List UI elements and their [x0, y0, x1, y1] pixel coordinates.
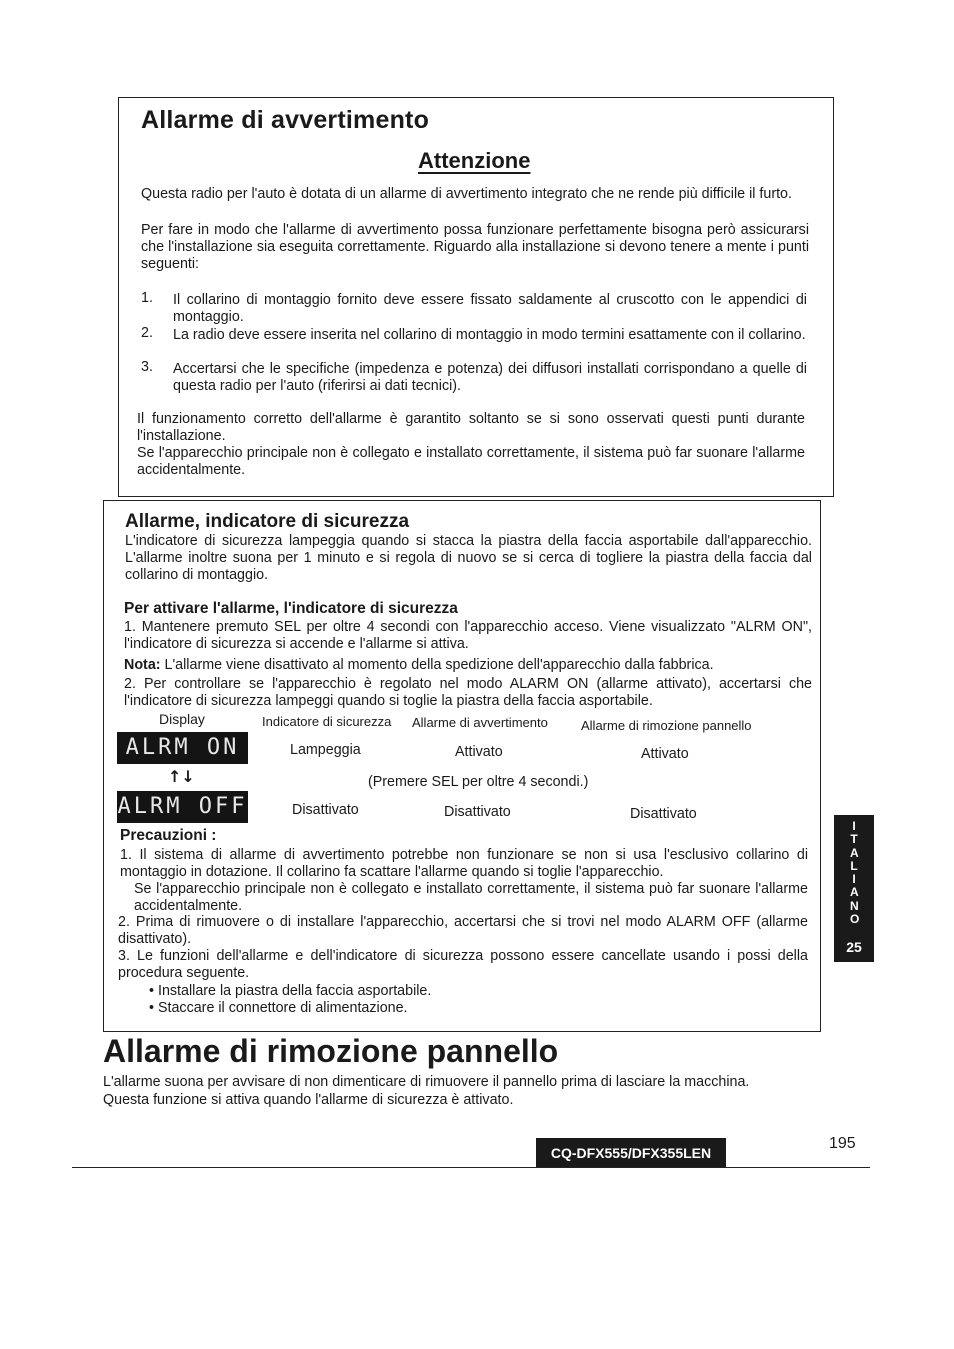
switch-note: (Premere SEL per oltre 4 secondi.): [368, 774, 589, 790]
security-title: Allarme, indicatore di sicurezza: [125, 511, 410, 532]
list-item: Il collarino di montaggio fornito deve essere fissato saldamente al cruscotto con le appendici di montaggio.: [173, 292, 807, 325]
panel-removal-line-1: L'allarme suona per avvisare di non dimenticare di rimuovere il pannello prima di lasciare la macchina.: [103, 1074, 750, 1090]
step-1: 1. Mantenere premuto SEL per oltre 4 secondi con l'apparecchio acceso. Viene visualizzato "ALRM ON", l'indicatore di sicurezza si accende e l'allarme si attiva.: [124, 619, 812, 652]
security-intro: L'indicatore di sicurezza lampeggia quando si stacca la piastra della faccia asportabile dall'apparecchio. L'allarme inoltre suona per 1 minuto e si regola di nuovo se si cerca di togliere la piastra della faccia dal collarino di montaggio.: [125, 533, 812, 583]
language-label: ITALIANO: [850, 819, 860, 927]
list-item-number: 1.: [141, 290, 153, 306]
up-down-arrows-icon: ↑↓: [168, 767, 195, 786]
precautions-title: Precauzioni :: [120, 827, 217, 844]
bullet-2: • Staccare il connettore di alimentazione.: [149, 1000, 408, 1016]
attention-heading: Attenzione: [418, 148, 531, 173]
header-warning-alarm: Allarme di avvertimento: [412, 715, 548, 730]
precaution-2: 2. Prima di rimuovere o di installare l'apparecchio, accertarsi che si trovi nel modo ALARM OFF (allarme disattivato).: [118, 914, 808, 947]
footer-rule: [72, 1167, 870, 1168]
cell-warning-on: Attivato: [455, 744, 503, 760]
section-number: 25: [846, 939, 862, 955]
precaution-3: 3. Le funzioni dell'allarme e dell'indicatore di sicurezza possono essere cancellate usando i possi della procedura seguente.: [118, 948, 808, 981]
cell-removal-on: Attivato: [641, 746, 689, 762]
model-label: CQ-DFX555/DFX355LEN: [536, 1138, 726, 1168]
language-side-tab: [834, 815, 874, 962]
list-item: Accertarsi che le specifiche (impedenza e potenza) dei diffusori installati corrispondano a quelle di questa radio per l'auto (riferirsi ai dati tecnici).: [173, 361, 807, 394]
list-item-number: 3.: [141, 359, 153, 375]
note-text: L'allarme viene disattivato al momento della spedizione dell'apparecchio dalla fabbrica.: [160, 657, 714, 673]
panel-removal-line-2: Questa funzione si attiva quando l'allarme di sicurezza è attivato.: [103, 1092, 514, 1108]
list-item-number: 2.: [141, 325, 153, 341]
note: [124, 657, 812, 674]
bullet-1: • Installare la piastra della faccia asportabile.: [149, 983, 432, 999]
lcd-alarm-off-display: ALRM OFF: [117, 791, 248, 823]
cell-indicator-on: Lampeggia: [290, 742, 361, 758]
intro-paragraph-2: Per fare in modo che l'allarme di avvertimento possa funzionare perfettamente bisogna però assicurarsi che l'installazione sia eseguita correttamente. Riguardo alla installazione si devono tenere a mente i punti seguenti:: [141, 222, 809, 272]
header-display: Display: [159, 711, 205, 727]
outro-paragraph-2: Se l'apparecchio principale non è collegato e installato correttamente, il sistema può far suonare l'allarme accidentalmente.: [137, 445, 805, 478]
activate-subtitle: Per attivare l'allarme, l'indicatore di sicurezza: [124, 600, 458, 617]
outro-paragraph-1: Il funzionamento corretto dell'allarme è garantito soltanto se si sono osservati questi punti durante l'installazione.: [137, 411, 805, 444]
header-panel-removal-alarm: Allarme di rimozione pannello: [581, 718, 752, 733]
note-label: Nota:: [124, 657, 161, 673]
page-number: 195: [829, 1135, 856, 1152]
panel-removal-title: Allarme di rimozione pannello: [103, 1033, 559, 1069]
precaution-1-continued: Se l'apparecchio principale non è collegato e installato correttamente, il sistema può far suonare l'allarme accidentalmente.: [134, 881, 808, 914]
cell-removal-off: Disattivato: [630, 806, 697, 822]
intro-paragraph-1: Questa radio per l'auto è dotata di un allarme di avvertimento integrato che ne rende più difficile il furto.: [141, 186, 792, 202]
cell-indicator-off: Disattivato: [292, 802, 359, 818]
section-title: Allarme di avvertimento: [141, 106, 430, 134]
cell-warning-off: Disattivato: [444, 804, 511, 820]
lcd-alarm-on-display: ALRM ON: [117, 732, 248, 764]
step-2: 2. Per controllare se l'apparecchio è regolato nel modo ALARM ON (allarme attivato), accertarsi che l'indicatore di sicurezza lampeggi quando si toglie la piastra della faccia asportabile.: [124, 676, 812, 709]
precaution-1: 1. Il sistema di allarme di avvertimento potrebbe non funzionare se non si usa l'esclusivo collarino di montaggio in dotazione. Il collarino fa scattare l'allarme quando si toglie l'apparecchio.: [120, 847, 808, 880]
list-item: La radio deve essere inserita nel collarino di montaggio in modo termini esattamente con il collarino.: [173, 327, 806, 343]
header-security-indicator: Indicatore di sicurezza: [262, 714, 392, 729]
